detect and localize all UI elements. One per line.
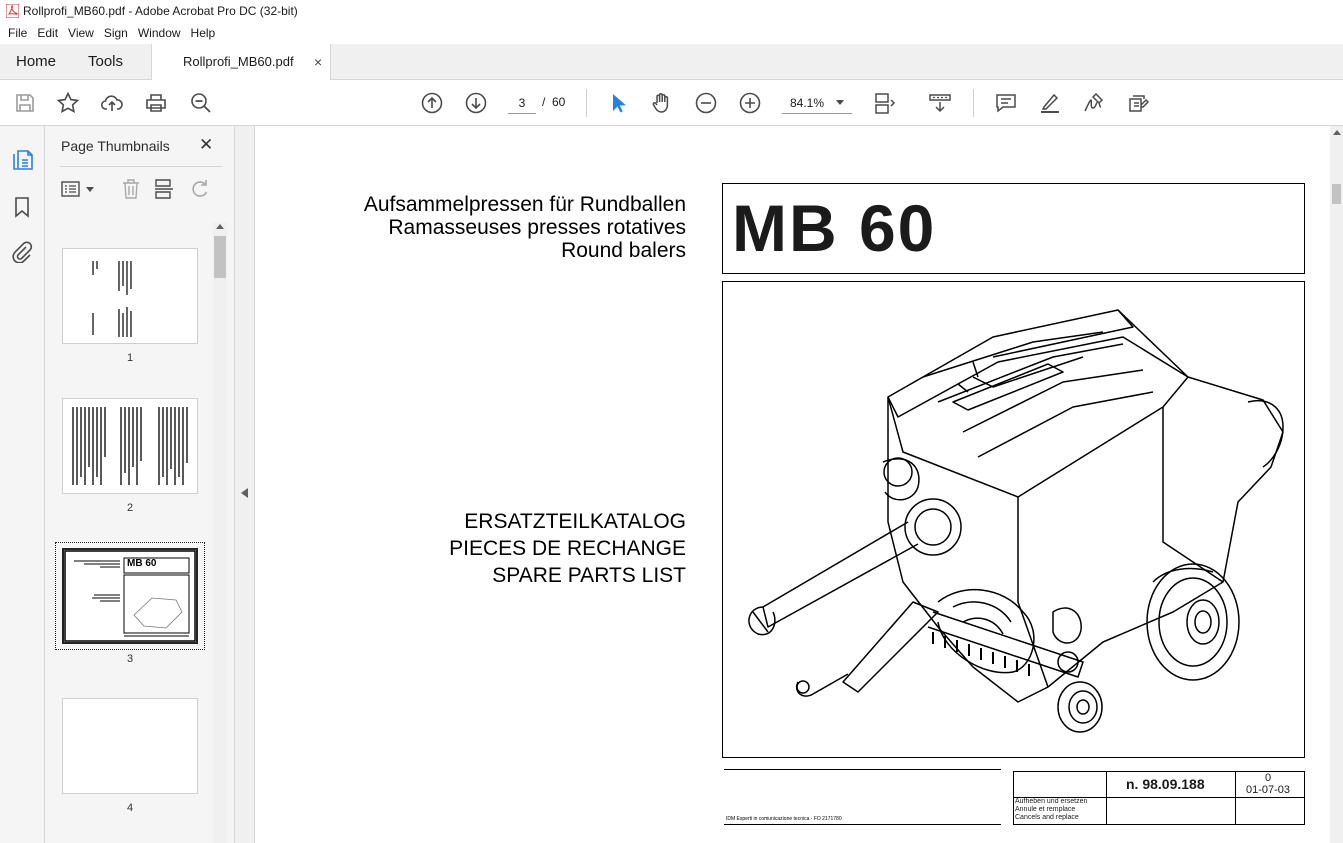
scroll-mode-icon[interactable] [928, 91, 952, 115]
zoom-level-select[interactable] [782, 92, 852, 114]
tab-document-label: Rollprofi_MB60.pdf [183, 54, 294, 69]
thumbnail-3-mini-title: MB 60 [127, 558, 157, 569]
print-icon[interactable] [144, 91, 168, 115]
subtitle-german: Aufsammelpressen für Rundballen [363, 193, 686, 216]
attachment-icon[interactable] [11, 241, 33, 263]
tab-document[interactable] [151, 44, 331, 81]
thumbnail-scrollbar-thumb[interactable] [214, 236, 226, 278]
zoom-out-icon[interactable] [694, 91, 718, 115]
menu-edit[interactable]: Edit [37, 26, 59, 40]
collapse-panel-icon[interactable] [241, 488, 248, 498]
title-block-vline-2 [1235, 772, 1236, 825]
page-display-icon[interactable] [873, 91, 897, 115]
thumbnail-label-2: 2 [126, 502, 134, 514]
tab-tools[interactable]: Tools [88, 53, 124, 70]
menu-help[interactable]: Help [190, 26, 216, 40]
document-scrollbar-thumb[interactable] [1332, 184, 1341, 204]
revision-date: 01-07-03 [1246, 784, 1291, 796]
scroll-up-arrow-icon[interactable] [216, 224, 224, 230]
round-baler-illustration [723, 282, 1304, 757]
page-number-input[interactable] [508, 92, 536, 114]
total-pages: 60 [552, 95, 566, 109]
illustration-box [722, 281, 1305, 758]
menu-view[interactable]: View [68, 26, 94, 40]
cloud-upload-icon[interactable] [100, 91, 124, 115]
menu-file[interactable]: File [8, 26, 28, 40]
subtitle-french: Ramasseuses presses rotatives [388, 216, 686, 239]
next-page-icon[interactable] [464, 91, 488, 115]
zoom-search-icon[interactable] [189, 91, 213, 115]
panel-divider [60, 166, 222, 167]
draw-sign-icon[interactable] [1082, 91, 1106, 115]
document-scrollbar[interactable] [1330, 126, 1343, 843]
model-title: MB 60 [732, 191, 937, 265]
star-icon[interactable] [56, 91, 80, 115]
thumbnail-label-3: 3 [126, 653, 134, 665]
main-toolbar [0, 80, 1343, 126]
catalog-title-english: SPARE PARTS LIST [492, 564, 686, 587]
select-cursor-icon[interactable] [606, 91, 630, 115]
page-separator: / [542, 95, 546, 109]
thumbnail-options-icon[interactable] [61, 180, 97, 200]
hand-tool-icon[interactable] [650, 91, 674, 115]
bookmark-icon[interactable] [13, 196, 31, 218]
document-number: n. 98.09.188 [1126, 776, 1205, 792]
extract-page-icon[interactable] [153, 178, 175, 200]
panel-close-icon[interactable]: ✕ [199, 135, 214, 154]
comment-icon[interactable] [994, 91, 1018, 115]
footer-credit: IDM Esperti in comunicazione tecnica - FO 2171780 [726, 816, 842, 822]
thumbnail-1-content [63, 249, 197, 343]
toolbar-divider [586, 89, 587, 117]
thumbnail-label-1: 1 [126, 352, 134, 364]
panel-title: Page Thumbnails [61, 138, 170, 154]
zoom-in-icon[interactable] [738, 91, 762, 115]
highlight-pen-icon[interactable] [1038, 91, 1062, 115]
delete-page-icon[interactable] [121, 178, 141, 200]
thumbnail-label-4: 4 [126, 802, 134, 814]
rotate-page-icon[interactable] [189, 178, 211, 200]
current-page-value: 3 [518, 96, 526, 110]
share-edit-icon[interactable] [1126, 91, 1150, 115]
title-block-hline-2 [1106, 797, 1305, 798]
footer-left-rule [724, 769, 1001, 770]
previous-page-icon[interactable] [420, 91, 444, 115]
thumbnail-scrollbar[interactable] [213, 222, 227, 843]
panel-collapse-strip[interactable] [235, 126, 255, 843]
thumbnail-page-2[interactable] [62, 398, 198, 494]
cancel-line-french: Annule et remplace [1015, 806, 1076, 813]
tab-close-icon[interactable]: × [314, 54, 323, 70]
subtitle-english: Round balers [561, 239, 686, 262]
catalog-title-french: PIECES DE RECHANGE [449, 537, 686, 560]
title-block-vline-1 [1106, 772, 1107, 825]
tab-home[interactable]: Home [16, 53, 57, 70]
chevron-down-icon [836, 100, 844, 106]
window-title: Rollprofi_MB60.pdf - Adobe Acrobat Pro DC (32-bit) [23, 4, 298, 18]
toolbar-divider [973, 89, 974, 117]
thumbnail-page-4[interactable] [62, 698, 198, 794]
page-thumbnails-icon[interactable] [12, 148, 34, 172]
thumbnail-page-1[interactable] [62, 248, 198, 344]
thumbnail-2-content [63, 399, 197, 493]
catalog-title-german: ERSATZTEILKATALOG [464, 510, 686, 533]
model-title-box [722, 183, 1305, 274]
menu-window[interactable]: Window [137, 26, 181, 40]
cancel-line-german: Aufheben und ersetzen [1015, 798, 1088, 805]
tab-bar [0, 44, 1343, 80]
title-bar [0, 0, 1343, 22]
revision-number: 0 [1265, 772, 1272, 784]
title-block [1013, 771, 1305, 825]
footer-left-bottom-rule [724, 824, 1001, 825]
save-icon[interactable] [13, 91, 37, 115]
acrobat-logo-icon [6, 4, 19, 18]
thumbnail-page-3[interactable] [62, 548, 198, 644]
cancel-line-english: Cancels and replace [1015, 814, 1079, 821]
scroll-up-arrow-icon[interactable] [1333, 130, 1341, 136]
menu-bar [0, 22, 1343, 44]
left-navigation-rail [0, 126, 45, 843]
zoom-level-value: 84.1% [790, 96, 825, 110]
menu-sign[interactable]: Sign [103, 26, 128, 40]
